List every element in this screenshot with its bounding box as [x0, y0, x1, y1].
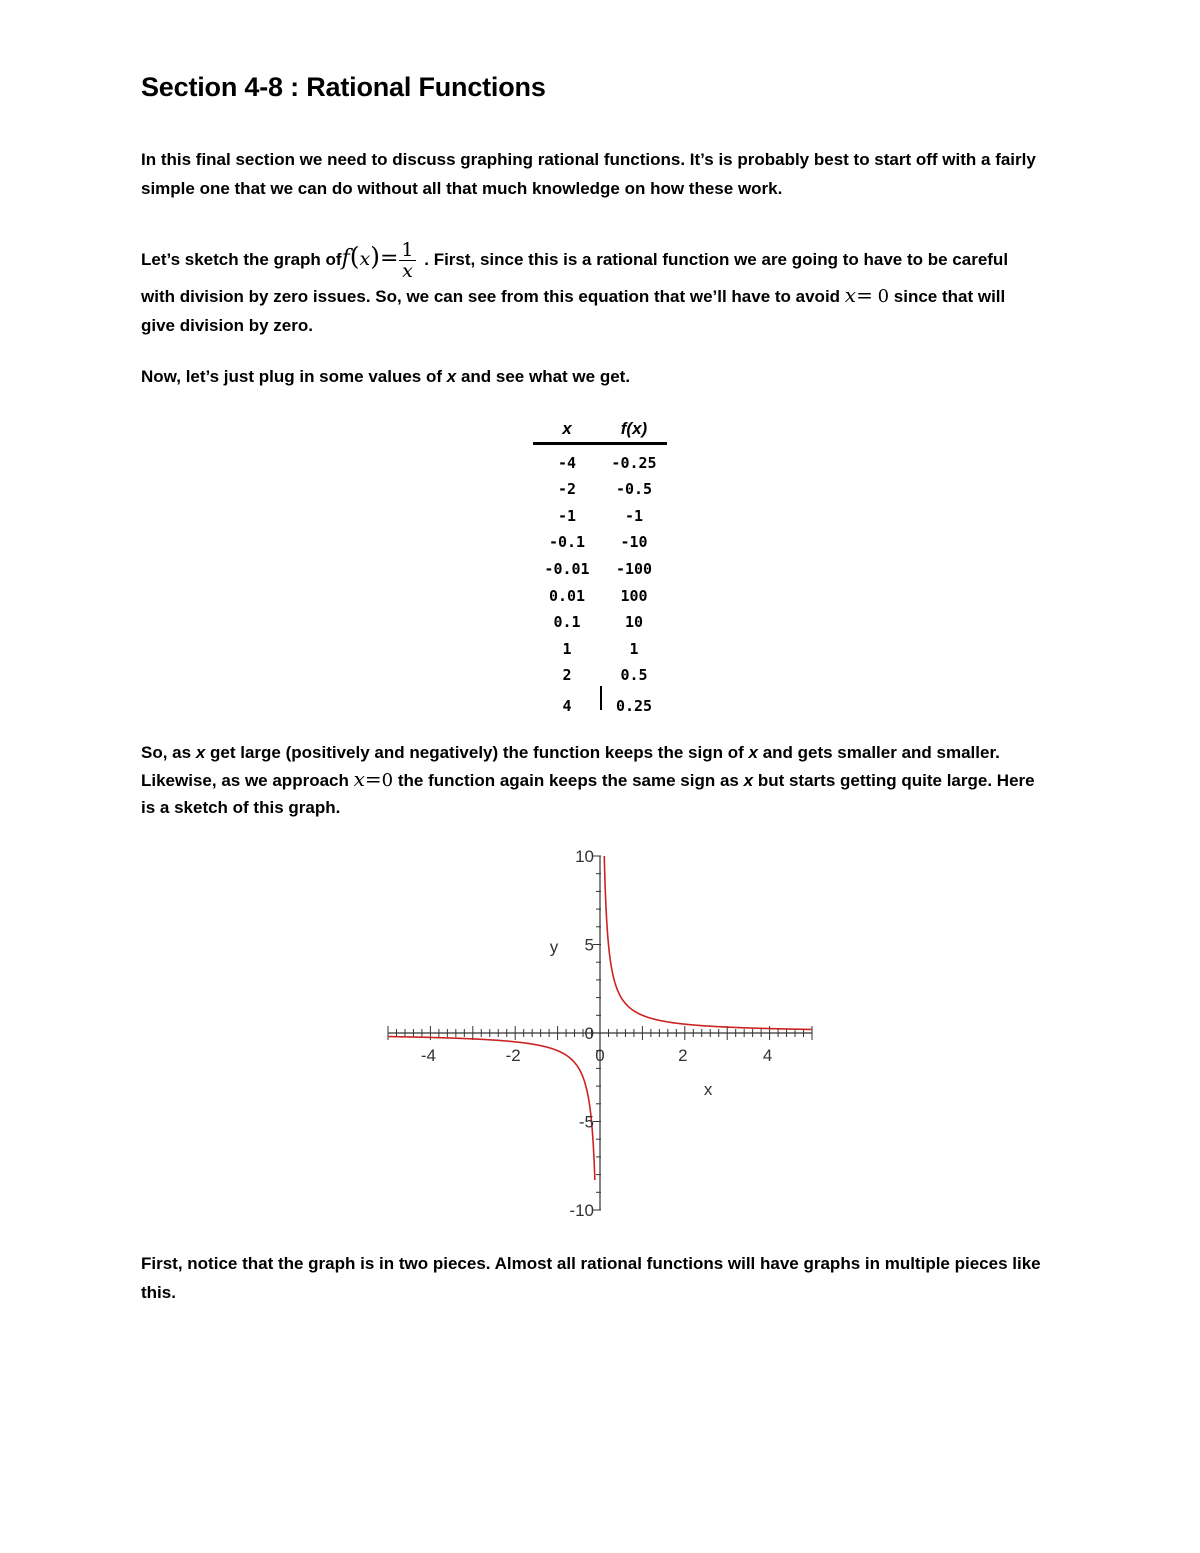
- closing-paragraph: First, notice that the graph is in two pieces. Almost all rational functions will have graphs in multiple pieces like this.: [141, 1254, 1041, 1302]
- x-tick-label: -2: [505, 1046, 521, 1065]
- cell-x: -1: [557, 506, 577, 525]
- y-tick-label: -10: [569, 1201, 594, 1220]
- cell-fx: 1: [629, 639, 639, 658]
- curve-positive-branch: [604, 856, 812, 1029]
- fraction-numerator: 1: [401, 239, 414, 261]
- x-axis-label: x: [703, 1080, 713, 1099]
- cell-x: -4: [557, 453, 577, 472]
- avoid-x: x: [844, 283, 857, 307]
- cell-fx: -0.5: [615, 480, 653, 499]
- so-paragraph: [141, 739, 1041, 821]
- y-axis-label: y: [549, 937, 559, 957]
- x-tick-label: 4: [762, 1046, 773, 1065]
- sketch-paragraph: [141, 240, 1041, 340]
- cell-x: 1: [562, 639, 572, 658]
- cell-fx: 10: [624, 613, 644, 632]
- plug-x: x: [446, 367, 457, 386]
- graph-one-over-x: [380, 840, 820, 1230]
- y-tick-label: 10: [575, 847, 594, 866]
- cell-x: -0.1: [548, 533, 586, 552]
- fraction-one-over-x: [399, 240, 415, 281]
- table-row: [533, 658, 667, 685]
- table-row: [533, 525, 667, 552]
- x-tick-label: -4: [420, 1046, 436, 1065]
- cell-fx: 100: [620, 586, 648, 605]
- plug-before: Now, let’s just plug in some values of: [141, 367, 443, 386]
- table-row: [533, 498, 667, 525]
- plug-paragraph: [141, 362, 1041, 391]
- so-p2: get large (positively and negatively) the function keeps the sign of: [210, 743, 744, 762]
- y-tick-label: -5: [578, 1112, 594, 1132]
- table-row: [533, 444, 667, 472]
- cell-fx: -1: [624, 506, 644, 525]
- so-equals: =: [364, 767, 382, 791]
- cell-x: 4: [562, 697, 572, 716]
- so-p1: So, as: [141, 743, 192, 762]
- values-table: [533, 416, 667, 715]
- intro-paragraph: In this final section we need to discuss graphing rational functions. It’s is probably best to start off with a fairly simple one that we can do without all that much knowledge on how these work.: [141, 150, 1036, 198]
- sketch-text-before: Let’s sketch the graph of: [141, 249, 342, 269]
- cursor-bar: [600, 686, 602, 710]
- header-fx: f(x): [601, 416, 667, 444]
- so-p4: the function again keeps the same sign as: [397, 771, 739, 790]
- x-tick-label: 0: [595, 1046, 605, 1065]
- avoid-equals: =: [856, 283, 873, 307]
- function-variable-x: x: [359, 247, 371, 270]
- table-header-row: [533, 416, 667, 444]
- cell-x: 2: [562, 666, 572, 685]
- cell-x: 0.01: [548, 586, 586, 605]
- cell-fx: -100: [615, 559, 653, 578]
- y-tick-label: 5: [584, 935, 594, 955]
- table-row: [533, 605, 667, 632]
- so-x4: x: [743, 771, 754, 790]
- x-tick-label: 2: [678, 1046, 688, 1065]
- plug-after: and see what we get.: [460, 367, 631, 386]
- cell-fx: 0.25: [615, 697, 653, 716]
- table-row: [533, 631, 667, 658]
- so-x1: x: [195, 743, 206, 762]
- close-paren: ): [370, 241, 380, 271]
- so-x2: x: [748, 743, 758, 762]
- cell-fx: -10: [620, 533, 648, 552]
- sketch-text-end: since that will give division by zero.: [141, 287, 1006, 335]
- open-paren: (: [349, 241, 360, 271]
- function-name-f: f: [341, 245, 350, 271]
- cell-fx: 0.5: [620, 666, 648, 685]
- sketch-text-after: . First, since this is a rational function we are going to have to be careful with division by zero issues. So, we can see from this equation that we’ll have to avoid: [141, 249, 1009, 306]
- cell-x: -0.01: [544, 559, 590, 578]
- page-title: Section 4-8 : Rational Functions: [141, 72, 546, 102]
- avoid-zero: 0: [877, 286, 890, 307]
- so-zero: 0: [381, 770, 394, 791]
- so-p3: and gets smaller and smaller. Likewise, as we approach: [141, 743, 1000, 790]
- y-tick-label: 0: [584, 1024, 594, 1043]
- table-row: [533, 472, 667, 499]
- curve-negative-branch: [388, 1037, 595, 1180]
- so-p5: but starts getting quite large. Here is a sketch of this graph.: [141, 771, 1035, 817]
- equals-sign: =: [379, 245, 399, 271]
- cell-x: 0.1: [553, 613, 581, 632]
- so-x3: x: [353, 767, 365, 791]
- table-row: [533, 551, 667, 578]
- fraction-denominator: x: [402, 260, 413, 282]
- cell-x: -2: [557, 480, 577, 499]
- header-x: x: [533, 416, 601, 444]
- cell-fx: -0.25: [611, 453, 657, 472]
- table-row: [533, 578, 667, 605]
